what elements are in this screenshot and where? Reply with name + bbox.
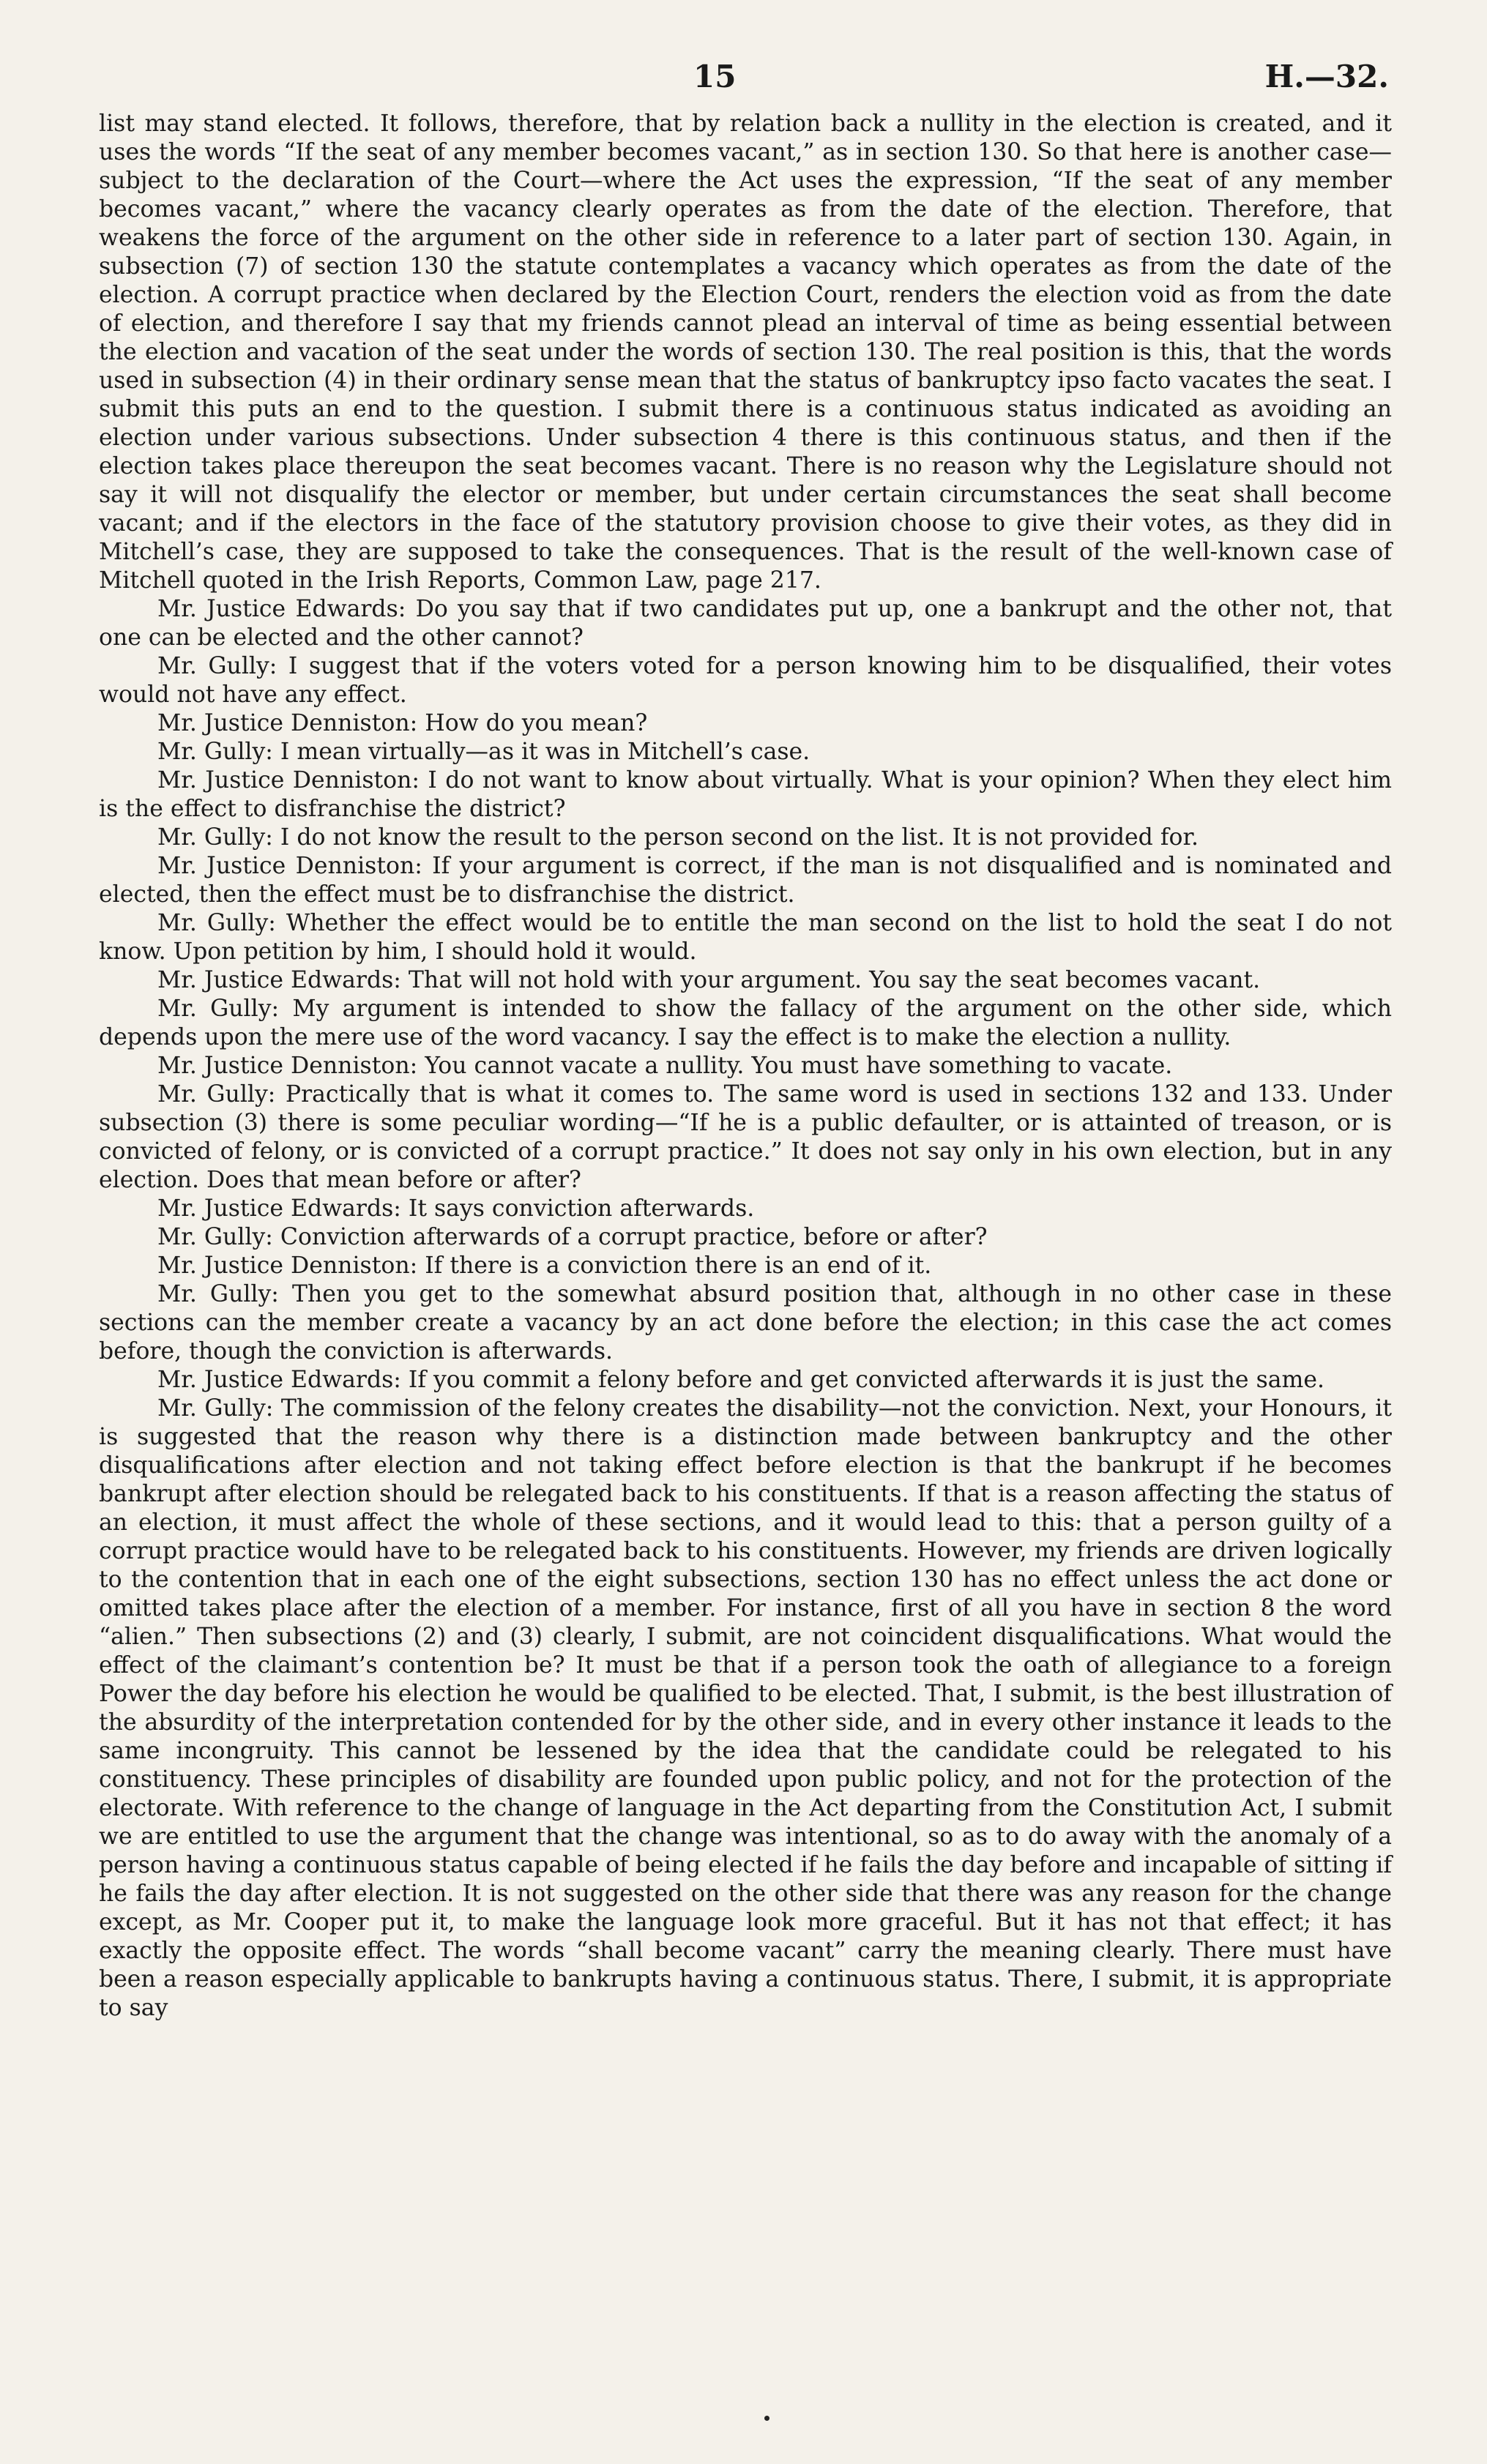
paragraph-gully: Mr. Gully: The commission of the felony creates the disability—not the conviction. Next, your Honours, it is suggested that the reason why there is a distinction made between bankruptcy and the other disqualifications after election and not taking effect before election is that the bankrupt if he becomes bankrupt after election should be relegated back to his constituents. If that is a reason affecting the status of an election, it must affect the whole of these sections, and it would lead to this: that a person guilty of a corrupt practice would have to be relegated back to his constituents. However, my friends are driven logically to the contention that in each one of the eight subsections, section 130 has no effect unless the act done or omitted takes place after the election of a member. For instance, first of all you have in section 8 the word “alien.” Then subsections (2) and (3) clearly, I submit, are not coincident disqualifications. What would the effect of the claimant’s contention be? It must be that if a person took the oath of allegiance to a foreign Power the day before his election he would be qualified to be elected. That, I submit, is the best illustration of the absurdity of the interpretation contended for by the other side, and in every other instance it leads to the same incongruity. This cannot be lessened by the idea that the candidate could be relegated to his constituency. These principles of disability are founded upon public policy, and not for the protection of the electorate. With reference to the change of language in the Act departing from the Constitution Act, I submit we are entitled to use the argument that the change was intentional, so as to do away with the anomaly of a person having a continuous status capable of being elected if he fails the day before and incapable of sitting if he fails the day after election. It is not suggested on the other side that there was any reason for the change except, as Mr. Cooper put it, to make the language look more graceful. But it has not that effect; it has exactly the opposite effect. The words “shall become vacant” carry the meaning clearly. There must have been a reason especially applicable to bankrupts having a continuous status. There, I submit, it is appropriate to say (99, 1395, 1392, 2021)
document-body (99, 110, 1392, 2023)
paragraph-gully: Mr. Gully: My argument is intended to show the fallacy of the argument on the other side, which depends upon the mere use of the word vacancy. I say the effect is to make the election a nullity. (99, 996, 1392, 1050)
paragraph-gully: Mr. Gully: I mean virtually—as it was in Mitchell’s case. (157, 739, 810, 765)
paragraph-denniston: Mr. Justice Denniston: If your argument is correct, if the man is not disqualified and is nominated and elected, then the effect must be to disfranchise the district. (99, 853, 1392, 908)
paragraph-gully: Mr. Gully: Practically that is what it comes to. The same word is used in sections 132 and 133. Under subsection (3) there is some peculiar wording—“If he is a public defaulter, or is attainted of treason, or is convicted of felony, or is convicted of a corrupt practice.” It does not say only in his own election, but in any election. Does that mean before or after? (99, 1081, 1392, 1193)
paragraph-denniston: Mr. Justice Denniston: If there is a conviction there is an end of it. (157, 1252, 932, 1279)
paragraph-gully: Mr. Gully: Whether the effect would be to entitle the man second on the list to hold the seat I do not know. Upon petition by him, I should hold it would. (99, 910, 1392, 965)
document-reference: H.—32. (1264, 59, 1389, 94)
paragraph-denniston: Mr. Justice Denniston: How do you mean? (157, 710, 648, 736)
paragraph-edwards: Mr. Justice Edwards: That will not hold with your argument. You say the seat becomes vacant. (157, 967, 1261, 993)
paragraph-edwards: Mr. Justice Edwards: Do you say that if two candidates put up, one a bankrupt and the other not, that one can be elected and the other cannot? (99, 596, 1392, 651)
page-number: 15 (693, 59, 737, 94)
paragraph-gully: Mr. Gully: I suggest that if the voters voted for a person knowing him to be disqualified, their votes would not have any effect. (99, 653, 1392, 708)
paragraph-edwards: Mr. Justice Edwards: If you commit a felony before and get convicted afterwards it is just the same. (157, 1367, 1325, 1393)
page-header (99, 59, 1392, 110)
paragraph-continuation: list may stand elected. It follows, therefore, that by relation back a nullity in the election is created, and it uses the words “If the seat of any member becomes vacant,” as in section 130. So that here is another case—subject to the declaration of the Court—where the Act uses the expression, “If the seat of any member becomes vacant,” where the vacancy clearly operates as from the date of the election. Therefore, that weakens the force of the argument on the other side in reference to a later part of section 130. Again, in subsection (7) of section 130 the statute contemplates a vacancy which operates as from the date of the election. A corrupt practice when declared by the Election Court, renders the election void as from the date of election, and therefore I say that my friends cannot plead an interval of time as being essential between the election and vacation of the seat under the words of section 130. The real position is this, that the words used in subsection (4) in their ordinary sense mean that the status of bankruptcy ipso facto vacates the seat. I submit this puts an end to the question. I submit there is a continuous status indicated as avoiding an election under various subsections. Under subsection 4 there is this continuous status, and then if the election takes place thereupon the seat becomes vacant. There is no reason why the Legislature should not say it will not disqualify the elector or member, but under certain circumstances the seat shall become vacant; and if the electors in the face of the statutory provision choose to give their votes, as they did in Mitchell’s case, they are supposed to take the consequences. That is the result of the well-known case of Mitchell quoted in the Irish Reports, Common Law, page 217. (99, 111, 1392, 594)
paragraph-denniston: Mr. Justice Denniston: I do not want to know about virtually. What is your opinion? When they elect him is the effect to disfranchise the district? (99, 767, 1392, 822)
paragraph-edwards: Mr. Justice Edwards: It says conviction afterwards. (157, 1195, 755, 1222)
paragraph-gully: Mr. Gully: Then you get to the somewhat absurd position that, although in no other case in these sections can the member create a vacancy by an act done before the election; in this case the act comes before, though the conviction is afterwards. (99, 1281, 1392, 1364)
paragraph-gully: Mr. Gully: I do not know the result to the person second on the list. It is not provided for. (157, 824, 1199, 851)
footer-mark (764, 2416, 769, 2421)
paragraph-gully: Mr. Gully: Conviction afterwards of a corrupt practice, before or after? (157, 1224, 988, 1250)
paragraph-denniston: Mr. Justice Denniston: You cannot vacate a nullity. You must have something to vacate. (157, 1053, 1173, 1079)
